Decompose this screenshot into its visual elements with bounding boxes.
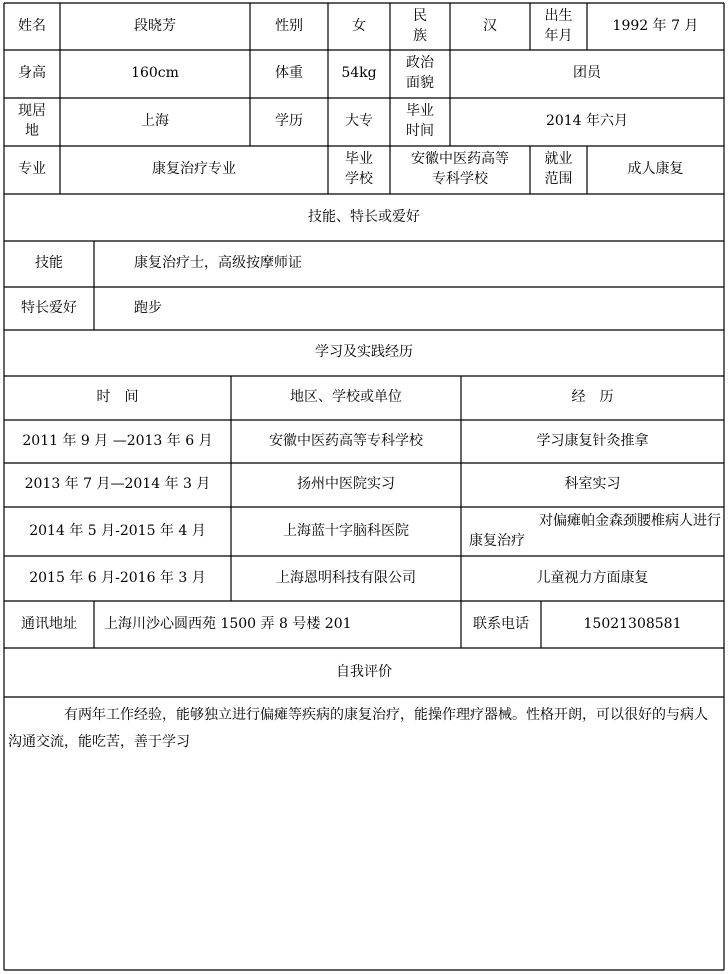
school-label: 毕业 学校	[345, 151, 373, 187]
table-row-time: 2015 年 6 月-2016 年 3 月	[29, 569, 206, 586]
hobby-value: 跑步	[134, 299, 162, 316]
self-eval-text: 有两年工作经验，能够独立进行偏瘫等疾病的康复治疗，能操作理疗器械。性格开朗，可以很好的与病人沟通交流，能吃苦，善于学习	[8, 707, 708, 750]
employment-label: 就业 范围	[544, 151, 573, 187]
residence-label: 现居 地	[18, 103, 46, 139]
weight-value: 54kg	[341, 65, 377, 82]
table-row-time: 2011 年 9 月 —2013 年 6 月	[22, 432, 213, 449]
table-row-time: 2014 年 5 月-2015 年 4 月	[29, 522, 206, 539]
political-label: 政治 面貌	[406, 55, 434, 91]
education-value: 大专	[345, 113, 373, 130]
phone-label: 联系电话	[473, 615, 529, 632]
skill-label: 技能	[35, 255, 63, 272]
residence-value: 上海	[141, 113, 169, 130]
table-row-place: 扬州中医院实习	[297, 476, 395, 493]
employment-value: 成人康复	[627, 161, 684, 178]
table-row-place: 上海蓝十字脑科医院	[283, 522, 409, 539]
experience-section-title: 学习及实践经历	[315, 344, 413, 361]
name-label: 姓名	[18, 17, 46, 34]
grad-time-label: 毕业 时间	[406, 103, 434, 139]
table-row-place: 上海恩明科技有限公司	[276, 569, 416, 586]
height-value: 160cm	[131, 65, 179, 82]
header-time: 时 间	[96, 389, 139, 406]
header-detail: 经 历	[571, 389, 614, 406]
address-label: 通讯地址	[21, 615, 77, 632]
weight-label: 体重	[275, 65, 303, 82]
birth-value: 1992 年 7 月	[612, 17, 699, 34]
skill-value: 康复治疗士，高级按摩师证	[134, 255, 302, 272]
name-value: 段晓芳	[134, 17, 176, 34]
skills-section-title: 技能、特长或爱好	[308, 208, 420, 225]
table-row-detail: 对偏瘫帕金森颈腰椎病人进行康复治疗	[469, 512, 721, 549]
phone-value: 15021308581	[583, 615, 682, 632]
self-eval-section-title: 自我评价	[336, 663, 392, 680]
birth-label: 出生 年月	[544, 7, 573, 44]
grad-time-value: 2014 年六月	[545, 113, 629, 130]
major-label: 专业	[18, 161, 46, 178]
school-value: 安徽中医药高等 专科学校	[411, 151, 509, 187]
ethnicity-label: 民 族	[413, 7, 427, 44]
ethnicity-value: 汉	[483, 17, 497, 34]
header-place: 地区、学校或单位	[290, 389, 402, 406]
political-value: 团员	[573, 65, 601, 82]
hobby-label: 特长爱好	[21, 299, 77, 316]
height-label: 身高	[18, 65, 46, 82]
gender-label: 性别	[275, 17, 303, 34]
major-value: 康复治疗专业	[152, 161, 236, 178]
table-row-detail: 科室实习	[564, 476, 621, 493]
address-value: 上海川沙心圆西苑 1500 弄 8 号楼 201	[104, 615, 352, 632]
table-row-time: 2013 年 7 月—2014 年 3 月	[24, 476, 211, 493]
table-row-place: 安徽中医药高等专科学校	[269, 432, 423, 449]
table-row-detail: 学习康复针灸推拿	[536, 432, 649, 449]
gender-value: 女	[352, 17, 366, 34]
education-label: 学历	[275, 113, 303, 130]
table-row-detail: 儿童视力方面康复	[536, 569, 649, 586]
